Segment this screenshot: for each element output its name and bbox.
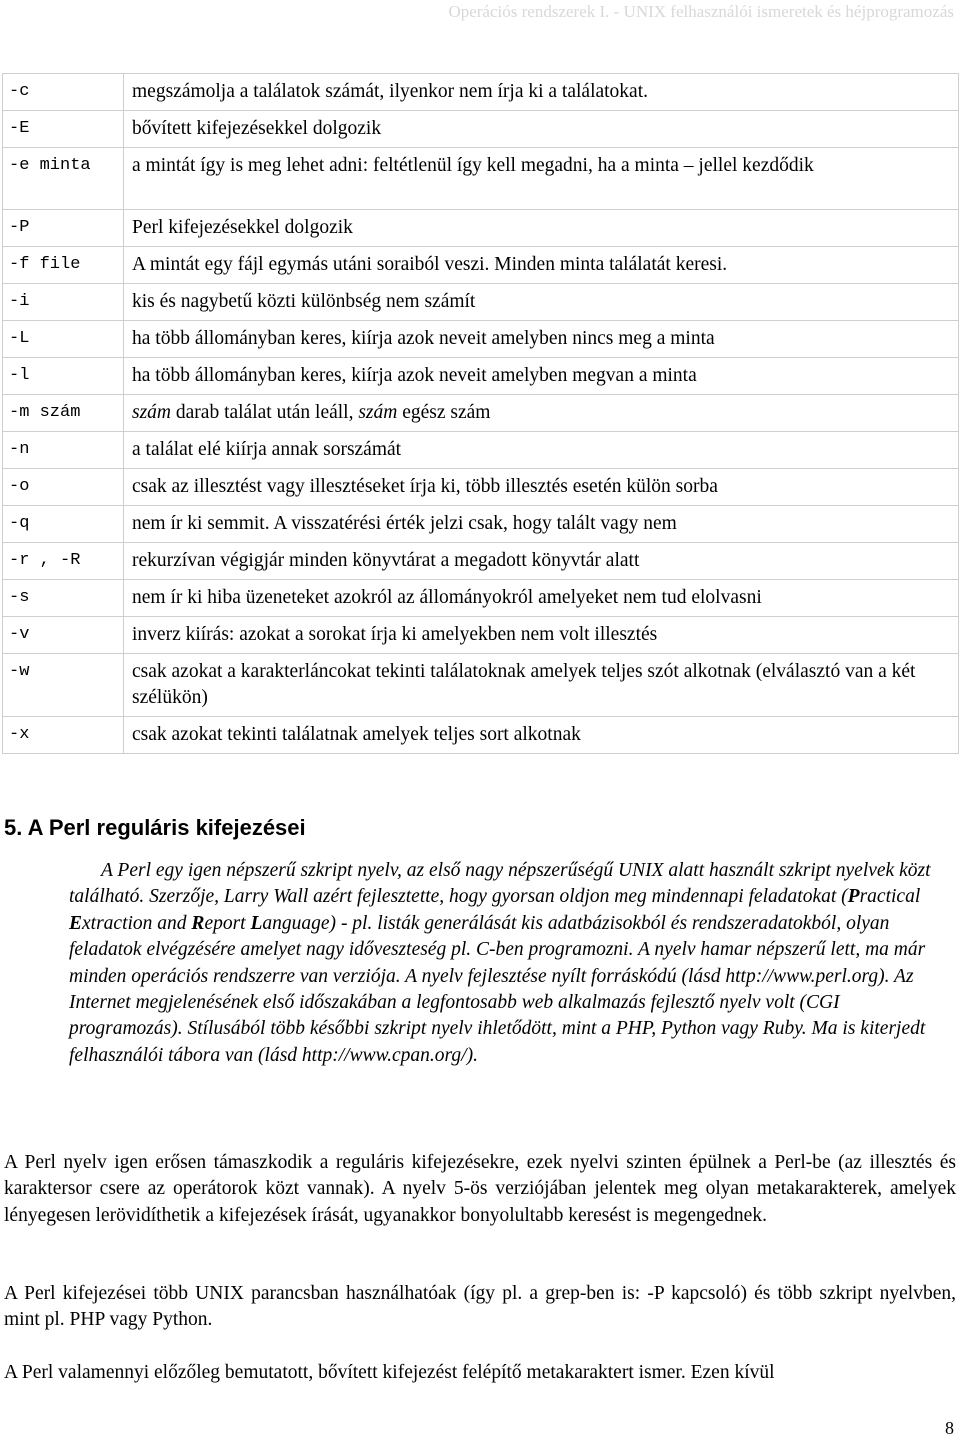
intro-text: - pl. listák generálását kis adatbázisokból és rendszeradatokból, olyan feladatok elvégzésére amelyet nagy időveszteség pl. C-ben programozni. A nyelv hamar népszerű lett, ma már minden operációs rendszerre van verziója. A nyelv fejlesztése nyílt forráskódú (lásd http://www.perl.org). Az Internet megjelenésének első időszakában a legfontosabb web alkalmazás fejlesztő nyelv volt (CGI programozás). Stílusából több későbbi szkript nyelv ihletődött, mint a PHP, Python vagy Ruby. Ma is kiterjedt felhasználói tábora van (lásd http://www.cpan.org/). <box>69 912 926 1066</box>
description-cell: bővített kifejezésekkel dolgozik <box>124 111 959 148</box>
intro-text: A Perl egy igen népszerű szkript nyelv, az első nagy népszerűségű UNIX alatt használt szkript nyelvek közt található. Szerzője, Larry Wall azért fejlesztette, hogy gyorsan oldjon meg mindennapi feladatokat ( <box>69 860 931 908</box>
option-cell: -i <box>3 284 124 321</box>
description-cell: Perl kifejezésekkel dolgozik <box>124 210 959 247</box>
description-cell: a találat elé kiírja annak sorszámát <box>124 432 959 469</box>
description-cell: inverz kiírás: azokat a sorokat írja ki amelyekben nem volt illesztés <box>124 617 959 654</box>
description-text: egész szám <box>397 402 491 423</box>
description-cell: nem ír ki semmit. A visszatérési érték jelzi csak, hogy talált vagy nem <box>124 506 959 543</box>
intro-text: xtraction and <box>82 912 192 934</box>
table-row <box>3 210 959 247</box>
option-cell: -x <box>3 717 124 754</box>
option-cell: -r , -R <box>3 543 124 580</box>
acronym-letter: P <box>847 886 860 908</box>
table-row <box>3 580 959 617</box>
description-cell: a mintát így is meg lehet adni: feltétlenül így kell megadni, ha a minta – jellel kezdődik <box>124 148 959 210</box>
description-cell: kis és nagybetű közti különbség nem számít <box>124 284 959 321</box>
option-cell: -f file <box>3 247 124 284</box>
description-cell: megszámolja a találatok számát, ilyenkor nem írja ki a találatokat. <box>124 74 959 111</box>
intro-paragraph <box>69 858 931 1069</box>
acronym-letter: R <box>191 912 205 934</box>
option-cell: -L <box>3 321 124 358</box>
description-cell: nem ír ki hiba üzeneteket azokról az állományokról amelyeket nem tud elolvasni <box>124 580 959 617</box>
description-cell: rekurzívan végigjár minden könyvtárat a megadott könyvtár alatt <box>124 543 959 580</box>
table-row <box>3 321 959 358</box>
option-cell: -n <box>3 432 124 469</box>
description-cell: ha több állományban keres, kiírja azok neveit amelyben nincs meg a minta <box>124 321 959 358</box>
table-row <box>3 469 959 506</box>
description-cell: csak azokat a karakterláncokat tekinti találatoknak amelyek teljes szót alkotnak (elválasztó van a két szélükön) <box>124 654 959 717</box>
body-paragraph: A Perl nyelv igen erősen támaszkodik a reguláris kifejezésekre, ezek nyelvi szinten épülnek a Perl-be (az illesztés és karaktersor csere az operátorok közt vannak). A nyelv 5-ös verziójában jelentek meg olyan metakarakterek, amelyek lényegesen lerövidíthetik a kifejezések írását, ugyanakkor bonyolultabb keresést is megengednek. <box>4 1152 956 1226</box>
table-row <box>3 506 959 543</box>
body-paragraph: A Perl valamennyi előzőleg bemutatott, bővített kifejezést felépítő metakaraktert ismer. Ezen kívül <box>4 1362 775 1383</box>
table-row <box>3 432 959 469</box>
description-cell <box>124 395 959 432</box>
option-cell: -w <box>3 654 124 717</box>
page-number: 8 <box>945 1418 954 1438</box>
option-cell: -e minta <box>3 148 124 210</box>
table-row <box>3 111 959 148</box>
table-row <box>3 74 959 111</box>
table-row <box>3 247 959 284</box>
grep-options-table <box>2 73 959 754</box>
table-row <box>3 654 959 717</box>
description-cell: csak az illesztést vagy illesztéseket írja ki, több illesztés esetén külön sorba <box>124 469 959 506</box>
description-cell: csak azokat tekinti találatnak amelyek teljes sort alkotnak <box>124 717 959 754</box>
acronym-letter: L <box>250 912 263 934</box>
body-paragraph: A Perl kifejezései több UNIX parancsban használhatóak (így pl. a grep-ben is: -P kapcsoló) és több szkript nyelvben, mint pl. PHP vagy Python. <box>4 1283 956 1331</box>
italic-term: szám <box>132 402 172 423</box>
option-cell: -s <box>3 580 124 617</box>
description-cell: A mintát egy fájl egymás utáni soraiból veszi. Minden minta találatát keresi. <box>124 247 959 284</box>
option-cell: -E <box>3 111 124 148</box>
option-cell: -o <box>3 469 124 506</box>
table-row <box>3 543 959 580</box>
option-cell: -c <box>3 74 124 111</box>
option-cell: -l <box>3 358 124 395</box>
intro-text: eport <box>204 912 251 934</box>
intro-text: anguage) <box>262 912 337 934</box>
table-row <box>3 358 959 395</box>
table-row <box>3 148 959 210</box>
table-row <box>3 284 959 321</box>
table-row <box>3 617 959 654</box>
section-heading: 5. A Perl reguláris kifejezései <box>4 815 306 840</box>
description-cell: ha több állományban keres, kiírja azok neveit amelyben megvan a minta <box>124 358 959 395</box>
option-cell: -P <box>3 210 124 247</box>
intro-text: ractical <box>859 886 921 908</box>
italic-term: szám <box>358 402 398 423</box>
description-text: darab találat után leáll, <box>171 402 359 423</box>
table-row <box>3 717 959 754</box>
table-row <box>3 395 959 432</box>
option-cell: -m szám <box>3 395 124 432</box>
acronym-letter: E <box>69 912 83 934</box>
option-cell: -q <box>3 506 124 543</box>
running-header: Operációs rendszerek I. - UNIX felhasználói ismeretek és héjprogramozás <box>448 2 954 21</box>
option-cell: -v <box>3 617 124 654</box>
